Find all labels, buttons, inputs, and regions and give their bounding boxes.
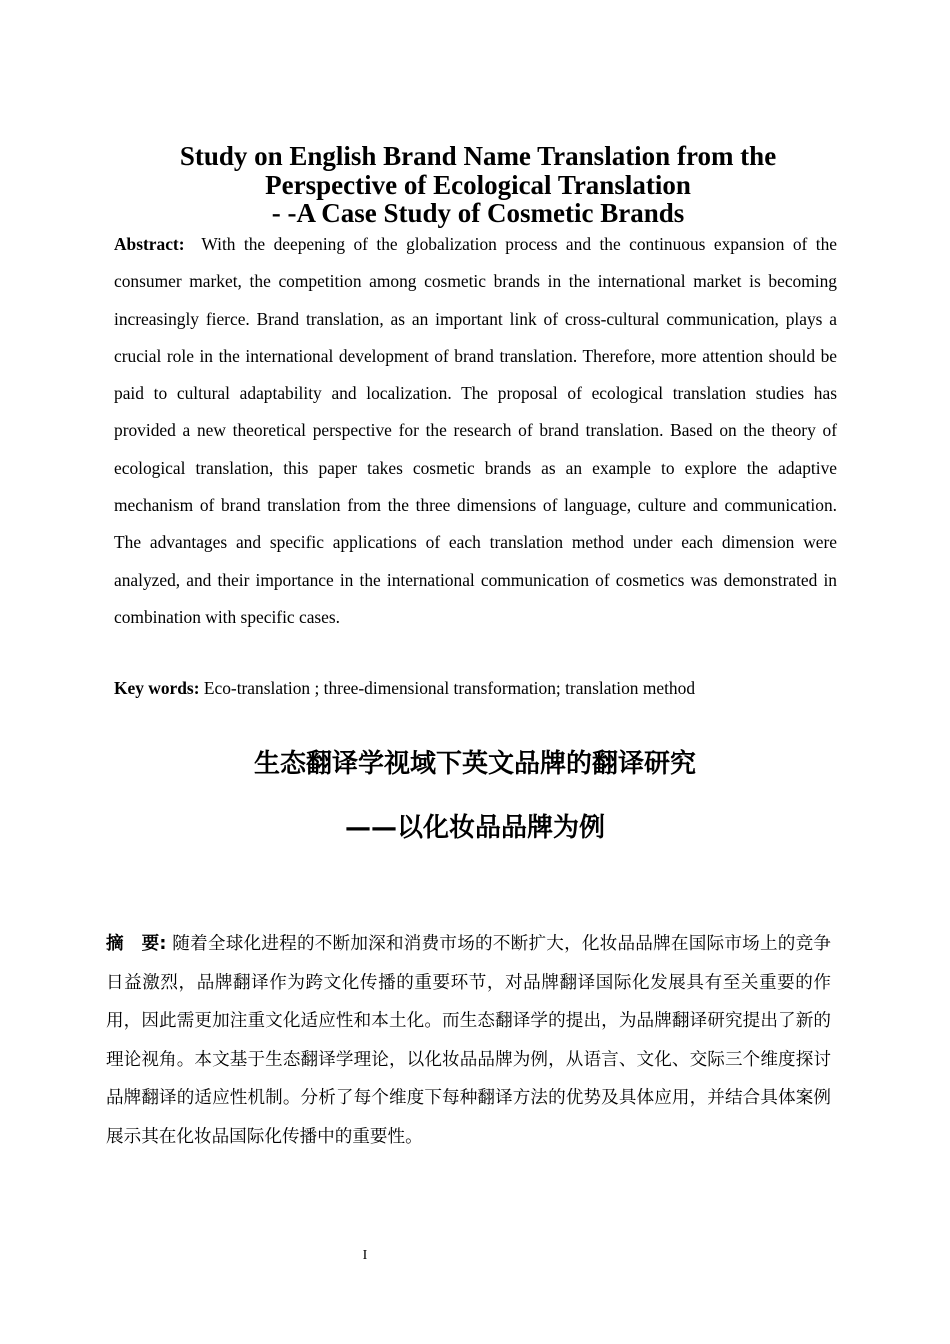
chinese-title-line-2: ——以化妆品品牌为例 [344,813,605,843]
chinese-abstract-text: 随着全球化进程的不断加深和消费市场的不断扩大，化妆品品牌在国际市场上的竞争日益激烈，品牌翻译作为跨文化传播的重要环节，对品牌翻译国际化发展具有至关重要的作用，因此需更加注重文化适应性和本土化。而生态翻译学的提出，为品牌翻译研究提出了新的理论视角。本文基于生态翻译学理论，以化妆品品牌为例，从语言、文化、交际三个维度探讨品牌翻译的适应性机制。分析了每个维度下每种翻译方法的优势及具体应用，并结合具体案例展示其在化妆品国际化传播中的重要性。 [106,934,831,1147]
english-keywords-label: Key words: [114,678,200,698]
chinese-abstract [106,925,831,1156]
english-title-line-1: Study on English Brand Name Translation from the [179,141,777,171]
english-abstract-text: With the deepening of the globalization process and the continuous expansion of the consumer market, the competition among cosmetic brands in the international market is becoming increasingly fierce. Brand translation, as an important link of cross-cultural communication, plays a crucial role in the international development of brand translation. Therefore, more attention should be paid to cultural adaptability and localization. The proposal of ecological translation studies has provided a new theoretical perspective for the research of brand translation. Based on the theory of ecological translation, this paper takes cosmetic brands as an example to explore the adaptive mechanism of brand translation from the three dimensions of language, culture and communication. The advantages and specific applications of each translation method under each dimension were analyzed, and their importance in the international communication of cosmetics was demonstrated in combination with specific cases. [114,234,837,627]
chinese-title-line-1: 生态翻译学视域下英文品牌的翻译研究 [253,749,696,779]
english-title [100,142,856,228]
english-abstract-label: Abstract: [114,234,185,254]
chinese-abstract-label: 摘 要: [106,934,167,954]
english-title-line-2: Perspective of Ecological Translation [265,169,691,200]
english-keywords-text: Eco-translation ; three-dimensional transformation; translation method [203,678,696,698]
english-abstract [114,226,837,636]
english-keywords [114,673,837,703]
page-number: I [362,1248,368,1263]
english-title-line-3: - -A Case Study of Cosmetic Brands [271,198,685,228]
